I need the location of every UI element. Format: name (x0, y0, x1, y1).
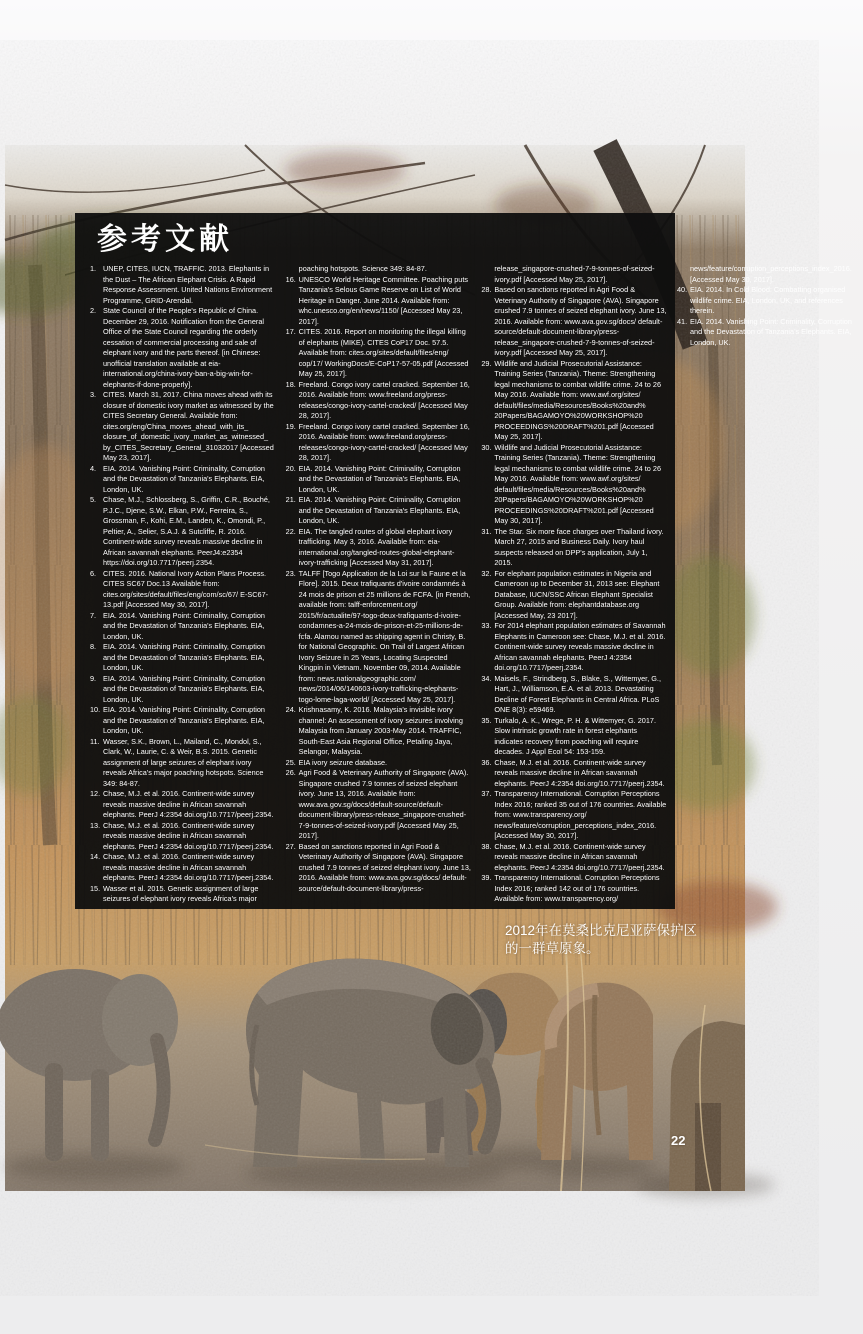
reference-text: CITES. 2016. National Ivory Action Plans Process. CITES SC67 Doc.13 Available from: cites.org/sites/default/files/eng/com/sc/67/ E-SC67-13.pdf [Accessed May 30, 2017]. (103, 568, 269, 609)
reference-item (677, 285, 863, 317)
reference-text: CITES. 2016. Report on monitoring the illegal killing of elephants (MIKE). CITES CoP17 Doc. 57.5. Available from: cites.org/sites/default/files/eng/ cop/17/ WorkingDocs/E-CoP17-57-05.pdf [Accessed May 25, 2017]. (298, 327, 469, 378)
reference-text: EIA. 2014. Vanishing Point: Criminality, Corruption and the Devastation of Tanzania's Elephants. EIA, London, UK. (298, 463, 461, 494)
reference-text: EIA. 2014. Vanishing Point: Criminality, Corruption and the Devastation of Tanzania's Elephants. EIA, London, UK. (103, 705, 265, 735)
reference-item (286, 768, 472, 842)
reference-number: 22. (285, 526, 296, 536)
reference-item (90, 306, 276, 390)
reference-text: Chase, M.J. et al. 2016. Continent-wide survey reveals massive decline in African savannah elephants. PeerJ 4:2354 doi.org/10.7717/peerj.2354. (494, 757, 665, 788)
reference-item (286, 705, 472, 758)
reference-text: Wildlife and Judicial Prosecutorial Assistance: Training Series (Tanzania). Theme: Strengthening legal mechanisms to combat wildlife crime. 24 to 26 May 2016. Available from: www.awf.org/sites/ default/files/media/Resources/Books%20and% 20Papers/BAGAMOYO%20WORKSHOP%20 PROCEEDINGS%20DRAFT%201.pdf [Accessed May 30, 2017]. (494, 442, 661, 525)
reference-number: 32. (481, 568, 492, 578)
reference-text: For 2014 elephant population estimates of Savannah Elephants in Cameroon see: Chase, M.J. et al. 2016. Continent-wide survey reveals massive decline in African savannah elephants. PeerJ 4:2354 doi.org/10.7717/peerj.2354. (494, 621, 666, 672)
reference-number: 15. (90, 883, 101, 893)
reference-number: 38. (481, 841, 492, 851)
reference-number: 7. (90, 610, 97, 620)
reference-item (286, 527, 472, 569)
reference-number: 13. (90, 820, 101, 830)
reference-text: Chase, M.J. et al. 2016. Continent-wide survey reveals massive decline in African savannah elephants. PeerJ 4:2354 doi.org/10.7717/peerj.2354. (494, 841, 665, 872)
reference-number: 20. (285, 463, 296, 473)
reference-text: State Council of the People's Republic of China. December 29, 2016. Notification from the General Office of the State Council regarding the orderly cessation of commercial processing and sale of elephant ivory and the parts thereof. [in Chinese: unofficial translation available at eia-international.org/china-ivory-ban-a-big-win-for-elephants-if-done-properly]. (103, 306, 265, 389)
reference-text: EIA. 2014. Vanishing Point: Criminality, Corruption and the Devastation of Tanzania's Elephants. EIA, London, UK. (103, 610, 265, 641)
reference-number: 1. (90, 264, 97, 273)
reference-text: Maisels, F., Strindberg, S., Blake, S., Wittemyer, G., Hart, J., Williamson, E.A. et al. 2013. Devastating Decline of Forest Elephants in Central Africa. PLoS ONE 8(3): e59469. (494, 673, 661, 714)
reference-text: EIA ivory seizure database. (298, 757, 388, 767)
references-list (90, 264, 852, 908)
reference-item (90, 264, 276, 306)
reference-number: 6. (90, 568, 97, 578)
reference-number: 11. (90, 736, 100, 746)
reference-item (286, 327, 472, 380)
reference-number: 10. (90, 705, 101, 714)
reference-item (286, 275, 472, 328)
reference-item (677, 317, 863, 349)
reference-item (286, 495, 472, 527)
reference-number: 41. (676, 316, 688, 326)
reference-item (90, 464, 276, 496)
reference-text: EIA. 2014. Vanishing Point: Criminality, Corruption and the Devastation of Tanzania's Elephants. EIA, London, UK. (103, 463, 265, 494)
reference-number: 9. (90, 673, 97, 683)
reference-item (90, 789, 276, 821)
reference-item (286, 569, 472, 706)
reference-number: 24. (285, 705, 296, 714)
reference-item (90, 852, 276, 884)
reference-text: Transparency International. Corruption Perceptions Index 2016; ranked 142 out of 176 countries. Available from: www.transparency.org/ news/feature/corruption_perceptions_index_2016. [Accessed May 30, 2017]. (494, 264, 852, 903)
reference-text: Chase, M.J. et al. 2016. Continent-wide survey reveals massive decline in African savannah elephants. PeerJ 4:2354 doi.org/10.7717/peerj.2354. (103, 852, 274, 882)
reference-item (90, 495, 276, 569)
reference-text: Transparency International. Corruption Perceptions Index 2016; ranked 35 out of 176 countries. Available from: www.transparency.org/ news/feature/corruption_perceptions_index_2016. [Accessed May 30, 2017]. (494, 789, 667, 840)
reference-item (481, 621, 667, 674)
reference-number: 14. (90, 852, 101, 861)
reference-item (481, 716, 667, 758)
reference-number: 8. (90, 642, 97, 651)
references-title: 参考文献 (97, 223, 233, 256)
reference-item (286, 422, 472, 464)
reference-number: 39. (481, 873, 492, 882)
reference-item (481, 758, 667, 790)
reference-number: 33. (481, 621, 492, 630)
reference-number: 37. (481, 789, 492, 798)
reference-number: 5. (90, 495, 97, 504)
reference-text: Agri Food & Veterinary Authority of Singapore (AVA). Singapore crushed 7.9 tonnes of seized elephant ivory. June 13, 2016. Available from: www.ava.gov.sg/docs/default-source/default-document-library/press-release_singapore-crushed-7-9-tonnes-of-seized-ivory.pdf [Accessed May 25, 2017]. (298, 768, 469, 840)
reference-number: 17. (285, 327, 296, 336)
reference-number: 30. (481, 442, 492, 452)
reference-text: Freeland. Congo ivory cartel cracked. September 16, 2016. Available from: www.freeland.org/press-releases/congo-ivory-cartel-cracked/ [Accessed May 28, 2017]. (298, 379, 470, 420)
reference-text: Wasser, S.K., Brown, L., Mailand, C., Mondol, S., Clark, W., Laurie, C. & Weir, B.S. 2015. Genetic assignment of large seizures of elephant ivory reveals Africa's major poaching hotspots. Science 349: 84-87. (103, 736, 264, 788)
reference-text: CITES. March 31, 2017. China moves ahead with its closure of domestic ivory market as witnessed by the CITES Secretary General. Available from: cites.org/eng/China_moves_ahead_with_its_ closure_of_domestic_ivory_market_as_witnessed_ by_CITES_Secretary_General_31032017 [Accessed May 23, 2017]. (103, 390, 274, 462)
reference-number: 2. (90, 306, 97, 315)
reference-number: 29. (481, 358, 492, 368)
page-number: 22 (671, 1133, 686, 1148)
reference-number: 27. (285, 841, 296, 851)
reference-item (481, 359, 667, 443)
reference-text: The Star. Six more face charges over Thailand ivory. March 27, 2015 and Business Daily. Ivory haul suspects released on DPP's application, July 1, 2015. (494, 526, 664, 567)
reference-item (90, 611, 276, 643)
reference-text: EIA. 2014. Vanishing Point: Criminality, Corruption and the Devastation of Tanzania's Elephants. EIA, London, UK. (103, 642, 265, 672)
reference-number: 26. (285, 768, 296, 777)
reference-number: 23. (285, 568, 296, 578)
reference-text: Wasser et al. 2015. Genetic assignment of large seizures of elephant ivory reveals Africa's major poaching hotspots. Science 349: 84-87. (103, 264, 427, 903)
reference-item (481, 443, 667, 527)
reference-number: 34. (481, 673, 492, 683)
reference-text: Freeland. Congo ivory cartel cracked. September 16, 2016. Available from: www.freeland.org/press-releases/congo-ivory-cartel-cracked/ [Accessed May 28, 2017]. (298, 421, 470, 462)
reference-item (286, 380, 472, 422)
reference-text: UNESCO World Heritage Committee. Poaching puts Tanzania's Selous Game Reserve on List of World Heritage in Danger. June 2014. Available from: whc.unesco.org/en/news/1150/ [Accessed May 23, 2017]. (298, 274, 469, 326)
reference-item (90, 705, 276, 737)
reference-number: 18. (285, 379, 296, 389)
reference-text: Chase, M.J. et al. 2016. Continent-wide survey reveals massive decline in African savannah elephants. PeerJ 4:2354 doi.org/10.7717/peerj.2354. (103, 789, 274, 819)
references-panel (75, 213, 852, 909)
reference-text: Wildlife and Judicial Prosecutorial Assistance: Training Series (Tanzania). Theme: Strengthening legal mechanisms to combat wildlife crime. 24 to 26 May 2016. Available from: www.awf.org/sites/ default/files/media/Resources/Books%20and% 20Papers/BAGAMOYO%20WORKSHOP%20 PROCEEDINGS%20DRAFT%201.pdf [Accessed May 25, 2017]. (494, 358, 661, 441)
reference-item (90, 569, 276, 611)
reference-item (286, 758, 472, 769)
reference-text: Turkalo, A. K., Wrege, P. H. & Wittemyer, G. 2017. Slow intrinsic growth rate in forest elephants indicates recovery from poaching will require decades. J Appl Ecol 54: 153-159. (494, 715, 656, 756)
reference-number: 19. (285, 421, 296, 431)
reference-text: UNEP, CITES, IUCN, TRAFFIC. 2013. Elephants in the Dust – The African Elephant Crisis. A Rapid Response Assessment. United Nations Environment Programme, GRID-Arendal. (103, 264, 273, 305)
reference-text: Based on sanctions reported in Agri Food & Veterinary Authority of Singapore (AVA). Singapore crushed 7.9 tonnes of seized elephant ivory. June 13, 2016. Available from: www.ava.gov.sg/docs/ default-source/default-document-library/press-release_singapore-crushed-7-9-tonnes-of-seized-ivory.pdf [Accessed May 25, 2017]. (298, 264, 655, 893)
reference-number: 16. (285, 274, 296, 284)
reference-number: 25. (285, 757, 296, 767)
reference-item (90, 737, 276, 790)
reference-text: EIA. 2014. In Cold Blood: Combatting organised wildlife crime. EIA, London, UK, and references therein. (689, 285, 846, 315)
reference-number: 28. (481, 285, 492, 294)
reference-item (90, 674, 276, 706)
reference-text: TALFF [Togo Application de la Loi sur la Faune et la Flore]. 2015. Deux trafiquants d'ivoire condamnés à 24 mois de prison et 25 millions de FCFA. [in French, available from: talff-enforcement.org/ 2015/fr/actualite/97-togo-deux-trafiquants-d-ivoire-condamnes-a-24-mois-de-prison-et-25-millions-de-fcfa. Alamou named as shipping agent in Christy, B. for National Geographic. On Trail of Largest African Ivory Seizure in 25 Years, Locating Suspected Kingpin in Vietnam. November 09, 2014. Available from: news.nationalgeographic.com/ news/2014/06/140603-ivory-trafficking-elephants-togo-lome-laga-world/ [Accessed May 25, 2017]. (298, 568, 471, 704)
reference-number: 4. (90, 463, 97, 473)
reference-number: 35. (481, 715, 492, 725)
reference-text: Chase, M.J., Schlossberg, S., Griffin, C.R., Bouché, P.J.C., Djene, S.W., Elkan, P.W., Ferreira, S., Grossman, F., Kohi, E.M., Landen, K., Omondi, P., Peltier, A., Selier, S.A.J. & Sutcliffe, R. 2016. Continent-wide survey reveals massive decline in African savannah elephants. PeerJ4:e2354 https://doi.org/10.7717/peerj.2354. (103, 495, 270, 567)
reference-text: Krishnasamy, K. 2016. Malaysia's invisible ivory channel: An assessment of ivory seizures involving Malaysia from January 2003-May 2014. TRAFFIC, South-East Asia Regional Office, Petaling Jaya, Selangor, Malaysia. (298, 705, 463, 756)
reference-number: 40. (676, 285, 688, 294)
reference-text: Chase, M.J. et al. 2016. Continent-wide survey reveals massive decline in African savannah elephants. PeerJ 4:2354 doi.org/10.7717/peerj.2354. (103, 820, 274, 851)
reference-item (481, 674, 667, 716)
reference-item (90, 642, 276, 674)
reference-number: 31. (481, 526, 492, 536)
reference-item (286, 464, 472, 496)
background-photo (5, 145, 852, 1191)
reference-item (481, 789, 667, 842)
reference-number: 3. (90, 390, 97, 399)
reference-number: 36. (481, 757, 492, 767)
reference-number: 12. (90, 789, 101, 798)
reference-item (481, 285, 667, 359)
reference-text: EIA. 2014. Vanishing Point: Criminality, Corruption and the Devastation of Tanzania's Elephants. EIA, London, UK. (298, 495, 461, 525)
reference-item (481, 569, 667, 622)
reference-text: For elephant population estimates in Nigeria and Cameroon up to December 31, 2013 see: Elephant Database, IUCN/SSC African Elephant Specialist Group. Available from: elephantdatabase.org [Accessed May, 23 2017]. (494, 568, 660, 620)
reference-text: EIA. 2014. Vanishing Point: Criminality, Corruption and the Devastation of Tanzania's Elephants. EIA, London, UK. (103, 673, 265, 704)
reference-item (90, 390, 276, 464)
reference-item (481, 842, 667, 874)
reference-text: Based on sanctions reported in Agri Food & Veterinary Authority of Singapore (AVA). Singapore crushed 7.9 tonnes of seized elephant ivory. June 13, 2016. Available from: www.ava.gov.sg/docs/ default-source/default-document-library/press-release_singapore-crushed-7-9-tonnes-of-seized-ivory.pdf [Accessed May 25, 2017]. (494, 285, 667, 357)
reference-item (90, 821, 276, 853)
reference-item (481, 527, 667, 569)
reference-text: EIA. 2014. Vanishing Point: Criminality, Corruption and the Devastation of Tanzania's Elephants. EIA, London, UK. (689, 316, 852, 347)
photo-caption: 2012年在莫桑比克尼亚萨保护区 的一群草原象。 (505, 923, 698, 956)
reference-text: EIA. The tangled routes of global elephant ivory trafficking. May 3, 2016. Available from: eia-international.org/tangled-routes-global-elephant-ivory-trafficking [Accessed May 31, 2017]. (298, 526, 455, 567)
reference-number: 21. (285, 495, 296, 504)
